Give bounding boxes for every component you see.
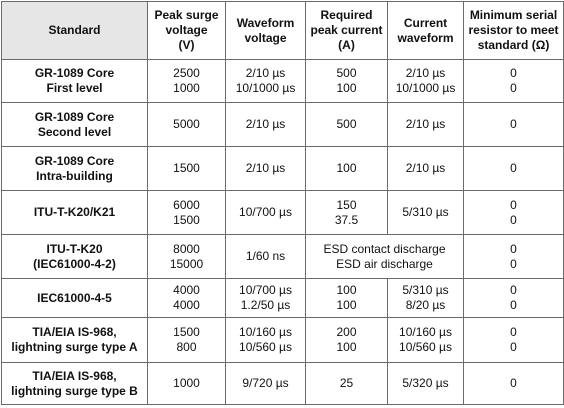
current-waveform-cell: 2/10 µs bbox=[388, 147, 464, 191]
peak-current-cell: 500 bbox=[306, 103, 388, 147]
current-waveform-cell bbox=[388, 318, 464, 363]
value-line: 10/1000 µs bbox=[395, 81, 456, 95]
value-line: 1500 bbox=[173, 325, 200, 339]
min-resistor-cell bbox=[464, 279, 564, 318]
table-row bbox=[2, 363, 564, 405]
value-line: 150 bbox=[336, 197, 357, 212]
table-row bbox=[2, 103, 564, 147]
current-waveform-cell bbox=[388, 60, 464, 103]
value-line: 0 bbox=[510, 256, 517, 271]
peak-voltage-cell bbox=[148, 279, 226, 318]
value-line: 1500 bbox=[173, 212, 200, 227]
esd-merged-cell bbox=[306, 235, 464, 279]
peak-voltage-cell bbox=[148, 191, 226, 235]
value-line: 1.2/50 µs bbox=[240, 298, 291, 312]
header-peak-surge-voltage bbox=[148, 2, 226, 60]
header-line: (A) bbox=[338, 38, 355, 52]
header-line: voltage bbox=[244, 30, 287, 45]
surge-standards-table bbox=[1, 1, 564, 405]
header-row bbox=[2, 2, 564, 60]
waveform-voltage-cell: 9/720 µs bbox=[226, 363, 306, 405]
standard-cell bbox=[2, 363, 148, 405]
value-line: 200 bbox=[336, 325, 357, 339]
header-required-peak-current bbox=[306, 2, 388, 60]
standard-line: TIA/EIA IS-968, bbox=[32, 368, 117, 383]
peak-current-cell: 100 bbox=[306, 147, 388, 191]
current-waveform-cell: 5/310 µs bbox=[388, 191, 464, 235]
standard-cell bbox=[2, 103, 148, 147]
header-line: Waveform bbox=[236, 15, 295, 30]
header-line: resistor to meet bbox=[468, 23, 559, 37]
standard-line: GR-1089 Core bbox=[34, 153, 115, 168]
value-line: 2500 bbox=[173, 66, 200, 80]
value-line: 37.5 bbox=[334, 212, 359, 227]
standard-line: Second level bbox=[37, 124, 112, 139]
peak-voltage-cell: 1000 bbox=[148, 363, 226, 405]
min-resistor-cell: 0 bbox=[464, 103, 564, 147]
value-line: 8/20 µs bbox=[405, 298, 446, 312]
value-line: ESD contact discharge bbox=[323, 241, 446, 256]
standard-cell bbox=[2, 147, 148, 191]
standard-line: First level bbox=[46, 81, 103, 95]
value-line: 4000 bbox=[173, 283, 200, 297]
standard-line: ITU-T-K20 bbox=[46, 241, 103, 256]
header-standard bbox=[2, 2, 148, 60]
waveform-voltage-cell bbox=[226, 318, 306, 363]
value-line: 10/560 µs bbox=[399, 340, 452, 354]
value-line: 6000 bbox=[173, 197, 200, 212]
standard-cell bbox=[2, 318, 148, 363]
peak-current-cell bbox=[306, 279, 388, 318]
value-line: ESD air discharge bbox=[336, 256, 433, 271]
current-waveform-cell: 5/320 µs bbox=[388, 363, 464, 405]
standard-line: Intra-building bbox=[36, 168, 113, 183]
value-line: 15000 bbox=[169, 256, 204, 271]
value-line: 10/700 µs bbox=[239, 283, 292, 297]
value-line: 100 bbox=[336, 340, 357, 354]
min-resistor-cell: 0 bbox=[464, 363, 564, 405]
value-line: 4000 bbox=[173, 298, 200, 312]
peak-voltage-cell bbox=[148, 60, 226, 103]
peak-voltage-cell bbox=[148, 318, 226, 363]
value-line: 0 bbox=[510, 340, 517, 354]
min-resistor-cell: 0 bbox=[464, 147, 564, 191]
waveform-voltage-cell: 2/10 µs bbox=[226, 147, 306, 191]
standard-line: lightning surge type B bbox=[11, 383, 138, 398]
header-line: peak current bbox=[310, 23, 383, 37]
value-line: 0 bbox=[510, 66, 517, 80]
standard-line: lightning surge type A bbox=[11, 340, 138, 354]
table-row bbox=[2, 60, 564, 103]
peak-current-cell: 25 bbox=[306, 363, 388, 405]
waveform-voltage-cell: 2/10 µs bbox=[226, 103, 306, 147]
value-line: 0 bbox=[510, 212, 517, 227]
value-line: 10/160 µs bbox=[239, 325, 292, 339]
header-current-waveform bbox=[388, 2, 464, 60]
waveform-voltage-cell bbox=[226, 60, 306, 103]
standard-cell: ITU-T-K20/K21 bbox=[2, 191, 148, 235]
header-waveform-voltage bbox=[226, 2, 306, 60]
value-line: 500 bbox=[336, 66, 357, 80]
table-row bbox=[2, 279, 564, 318]
standard-line: (IEC61000-4-2) bbox=[33, 256, 116, 271]
value-line: 0 bbox=[510, 241, 517, 256]
waveform-voltage-cell bbox=[226, 279, 306, 318]
value-line: 0 bbox=[510, 197, 517, 212]
header-line: Peak surge bbox=[154, 8, 219, 22]
peak-voltage-cell: 5000 bbox=[148, 103, 226, 147]
value-line: 5/310 µs bbox=[402, 283, 449, 297]
table-row bbox=[2, 191, 564, 235]
standard-line: TIA/EIA IS-968, bbox=[32, 325, 117, 339]
header-line: Current bbox=[403, 15, 448, 30]
standard-cell: IEC61000-4-5 bbox=[2, 279, 148, 318]
value-line: 0 bbox=[510, 81, 517, 95]
header-line: standard (Ω) bbox=[477, 38, 550, 52]
value-line: 0 bbox=[510, 325, 517, 339]
current-waveform-cell: 2/10 µs bbox=[388, 103, 464, 147]
waveform-voltage-cell: 1/60 ns bbox=[226, 235, 306, 279]
current-waveform-cell bbox=[388, 279, 464, 318]
header-min-serial-resistor bbox=[464, 2, 564, 60]
peak-voltage-cell bbox=[148, 235, 226, 279]
value-line: 0 bbox=[510, 298, 517, 312]
min-resistor-cell bbox=[464, 235, 564, 279]
value-line: 2/10 µs bbox=[245, 66, 286, 80]
header-line: (V) bbox=[178, 38, 195, 52]
value-line: 100 bbox=[336, 298, 357, 312]
header-line: Required bbox=[320, 8, 373, 22]
header-line: voltage bbox=[165, 23, 208, 37]
peak-current-cell bbox=[306, 191, 388, 235]
value-line: 8000 bbox=[173, 241, 200, 256]
min-resistor-cell bbox=[464, 318, 564, 363]
value-line: 10/1000 µs bbox=[235, 81, 296, 95]
standard-cell bbox=[2, 235, 148, 279]
peak-voltage-cell: 1500 bbox=[148, 147, 226, 191]
table-row bbox=[2, 318, 564, 363]
value-line: 800 bbox=[176, 340, 197, 354]
waveform-voltage-cell: 10/700 µs bbox=[226, 191, 306, 235]
value-line: 0 bbox=[510, 283, 517, 297]
value-line: 2/10 µs bbox=[405, 66, 446, 80]
table-row bbox=[2, 235, 564, 279]
header-line: Minimum serial bbox=[469, 8, 558, 22]
standard-line: GR-1089 Core bbox=[34, 109, 115, 124]
value-line: 10/560 µs bbox=[239, 340, 292, 354]
min-resistor-cell bbox=[464, 191, 564, 235]
value-line: 100 bbox=[336, 283, 357, 297]
value-line: 100 bbox=[336, 81, 357, 95]
standard-line: GR-1089 Core bbox=[34, 66, 115, 80]
header-line: waveform bbox=[397, 30, 454, 45]
table-row bbox=[2, 147, 564, 191]
value-line: 1000 bbox=[173, 81, 200, 95]
standard-cell bbox=[2, 60, 148, 103]
min-resistor-cell bbox=[464, 60, 564, 103]
peak-current-cell bbox=[306, 60, 388, 103]
peak-current-cell bbox=[306, 318, 388, 363]
value-line: 10/160 µs bbox=[399, 325, 452, 339]
header-line: Standard bbox=[48, 23, 101, 37]
